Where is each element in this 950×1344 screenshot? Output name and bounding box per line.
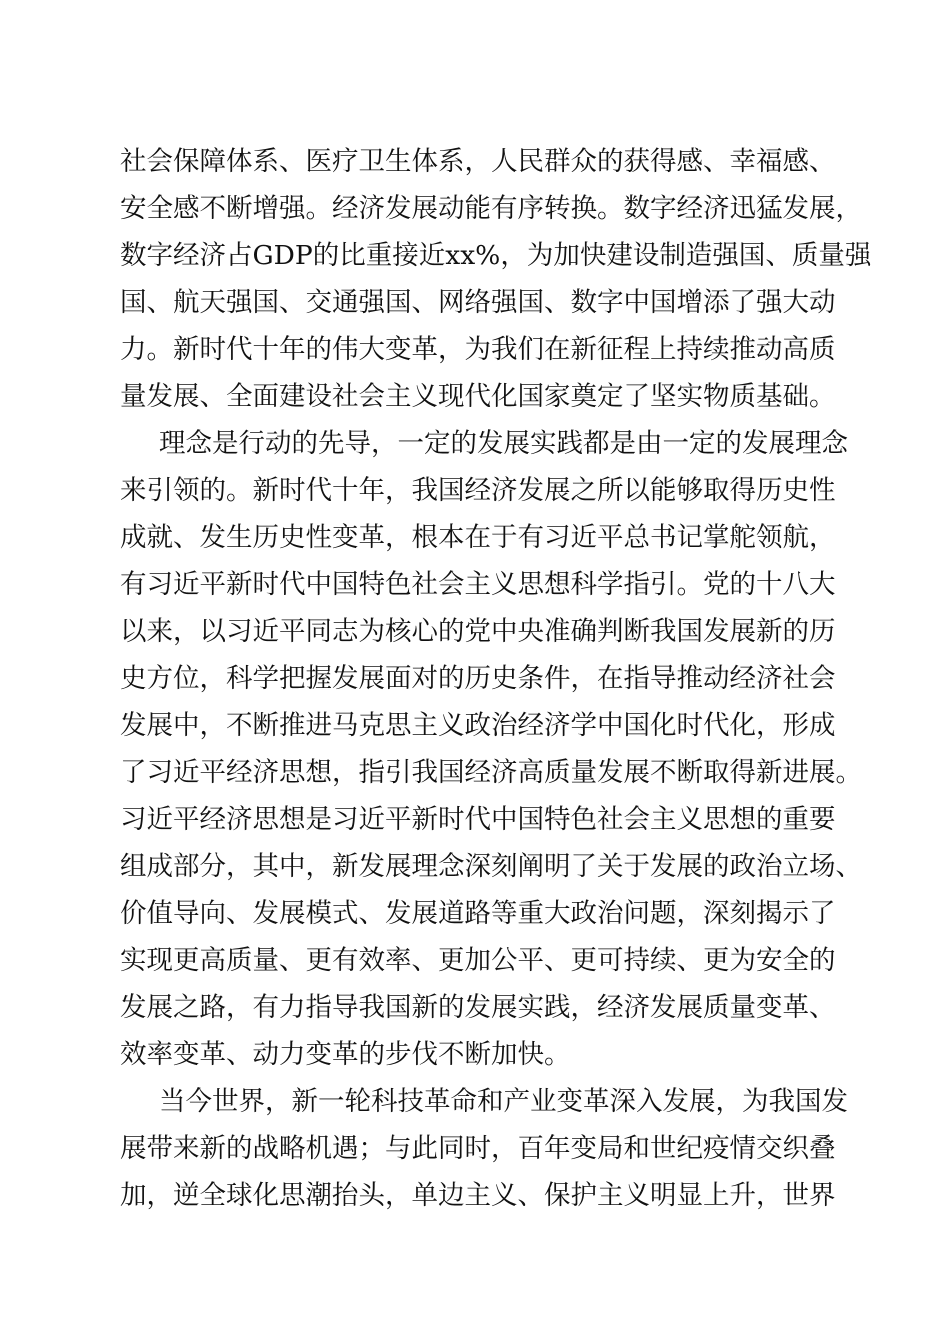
text-line: 国、航天强国、交通强国、网络强国、数字中国增添了强大动 <box>120 287 836 318</box>
text-line: 了习近平经济思想，指引我国经济高质量发展不断取得新进展。 <box>120 757 862 788</box>
text-line: 成就、发生历史性变革，根本在于有习近平总书记掌舵领航， <box>120 522 836 553</box>
text-line: 实现更高质量、更有效率、更加公平、更可持续、更为安全的 <box>120 945 836 976</box>
paragraph-start-line: 理念是行动的先导，一定的发展实践都是由一定的发展理念 <box>159 428 848 459</box>
text-line: 力。新时代十年的伟大变革，为我们在新征程上持续推动高质 <box>120 334 836 365</box>
text-line: 以来，以习近平同志为核心的党中央准确判断我国发展新的历 <box>120 616 836 647</box>
text-line: 有习近平新时代中国特色社会主义思想科学指引。党的十八大 <box>120 569 836 600</box>
paragraph-start-line: 当今世界，新一轮科技革命和产业变革深入发展，为我国发 <box>159 1086 848 1117</box>
text-line: 习近平经济思想是习近平新时代中国特色社会主义思想的重要 <box>120 804 836 835</box>
text-line: 发展之路，有力指导我国新的发展实践，经济发展质量变革、 <box>120 992 836 1023</box>
text-line: 组成部分，其中，新发展理念深刻阐明了关于发展的政治立场、 <box>120 851 862 882</box>
text-line: 效率变革、动力变革的步伐不断加快。 <box>120 1039 571 1070</box>
text-line: 量发展、全面建设社会主义现代化国家奠定了坚实物质基础。 <box>120 381 836 412</box>
text-line: 价值导向、发展模式、发展道路等重大政治问题，深刻揭示了 <box>120 898 836 929</box>
text-line: 社会保障体系、医疗卫生体系，人民群众的获得感、幸福感、 <box>120 146 836 177</box>
text-line: 发展中，不断推进马克思主义政治经济学中国化时代化，形成 <box>120 710 836 741</box>
text-line: 来引领的。新时代十年，我国经济发展之所以能够取得历史性 <box>120 475 836 506</box>
text-line: 数字经济占GDP的比重接近xx%，为加快建设制造强国、质量强 <box>120 240 872 271</box>
text-line: 展带来新的战略机遇；与此同时，百年变局和世纪疫情交织叠 <box>120 1133 836 1164</box>
text-line: 安全感不断增强。经济发展动能有序转换。数字经济迅猛发展， <box>120 193 862 224</box>
text-line: 加，逆全球化思潮抬头，单边主义、保护主义明显上升，世界 <box>120 1180 836 1211</box>
text-line: 史方位，科学把握发展面对的历史条件，在指导推动经济社会 <box>120 663 836 694</box>
